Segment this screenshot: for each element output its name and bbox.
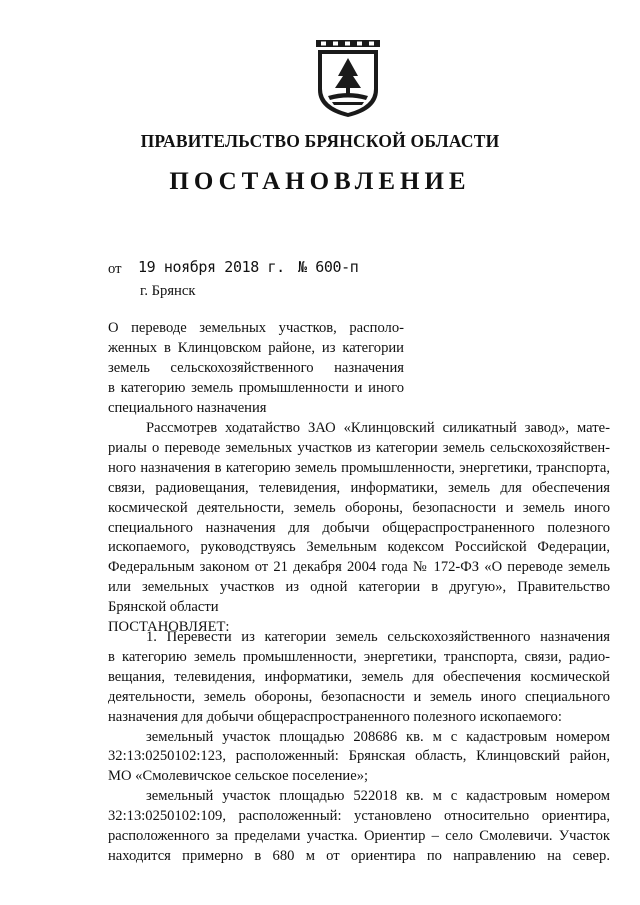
preamble-line: ного назначения в категорию земель промышленности, энергетики, транспорта,	[108, 459, 610, 476]
item-1-line: 1. Перевести из категории земель сельскохозяйственного назначения	[146, 629, 610, 645]
subject-block	[108, 319, 404, 419]
parcel-2-line: расположенного за пределами участка. Ориентир – село Смолевичи. Участок	[108, 828, 610, 845]
preamble-block	[108, 419, 610, 638]
document-type-title: ПОСТАНОВЛЕНИЕ	[169, 168, 471, 195]
item-1-line: в категорию земель промышленности, энергетики, транспорта, связи, радио-	[108, 648, 610, 665]
parcel-1-line: 32:13:0250102:123, расположенный: Брянская область, Клинцовский район,	[108, 748, 610, 765]
date-prefix: от	[108, 261, 122, 277]
subject-line: женных в Клинцовском районе, из категории	[108, 339, 404, 356]
item-1-block	[108, 628, 610, 867]
parcel-1-line: МО «Смолевичское сельское поселение»;	[108, 768, 369, 785]
subject-line: специального назначения	[108, 399, 267, 416]
preamble-line: Федеральным законом от 21 декабря 2004 года № 172-ФЗ «О переводе земель	[108, 559, 610, 576]
subject-line: О переводе земельных участков, располо-	[108, 320, 404, 336]
parcel-2-line: 32:13:0250102:109, расположенный: установлено относительно ориентира,	[108, 808, 610, 825]
resolves-heading: ПОСТАНОВЛЯЕТ:	[108, 619, 230, 636]
preamble-line: связи, радиовещания, телевидения, информатики, земель для обеспечения	[108, 479, 610, 496]
document-city: г. Брянск	[140, 283, 196, 299]
document-number: № 600-п	[298, 258, 359, 276]
coat-of-arms-icon	[316, 40, 380, 118]
document-date: 19 ноября 2018 г.	[138, 258, 285, 276]
preamble-line: Брянской области	[108, 599, 219, 616]
parcel-2-line: находится примерно в 680 м от ориентира по направлению на север.	[108, 847, 610, 864]
preamble-line: космической деятельности, земель обороны, безопасности и земель иного	[108, 499, 610, 516]
preamble-line: Рассмотрев ходатайство ЗАО «Клинцовский силикатный завод», мате-	[146, 420, 610, 436]
government-name: ПРАВИТЕЛЬСТВО БРЯНСКОЙ ОБЛАСТИ	[140, 131, 500, 151]
subject-line: в категорию земель промышленности и иного	[108, 379, 404, 396]
subject-line: земель сельскохозяйственного назначения	[108, 359, 404, 376]
preamble-line: или земельных участков из одной категории в другую», Правительство	[108, 579, 610, 596]
parcel-2-line: земельный участок площадью 522018 кв. м с кадастровым номером	[146, 788, 610, 805]
parcel-1-line: земельный участок площадью 208686 кв. м с кадастровым номером	[146, 728, 610, 745]
preamble-line: ископаемого, руководствуясь Земельным кодексом Российской Федерации,	[108, 539, 610, 556]
preamble-line: специального назначения для добычи общераспространенного полезного	[108, 519, 610, 536]
item-1-line: вещания, телевидения, информатики, земель для обеспечения космической	[108, 668, 610, 685]
item-1-line: назначения для добычи общераспространенного полезного ископаемого:	[108, 708, 562, 725]
item-1-line: деятельности, земель обороны, безопасности и земель иного специального	[108, 688, 610, 705]
coat-of-arms-emblem	[316, 40, 380, 118]
preamble-line: риалы о переводе земельных участков из категории земель сельскохозяйствен-	[108, 439, 610, 456]
